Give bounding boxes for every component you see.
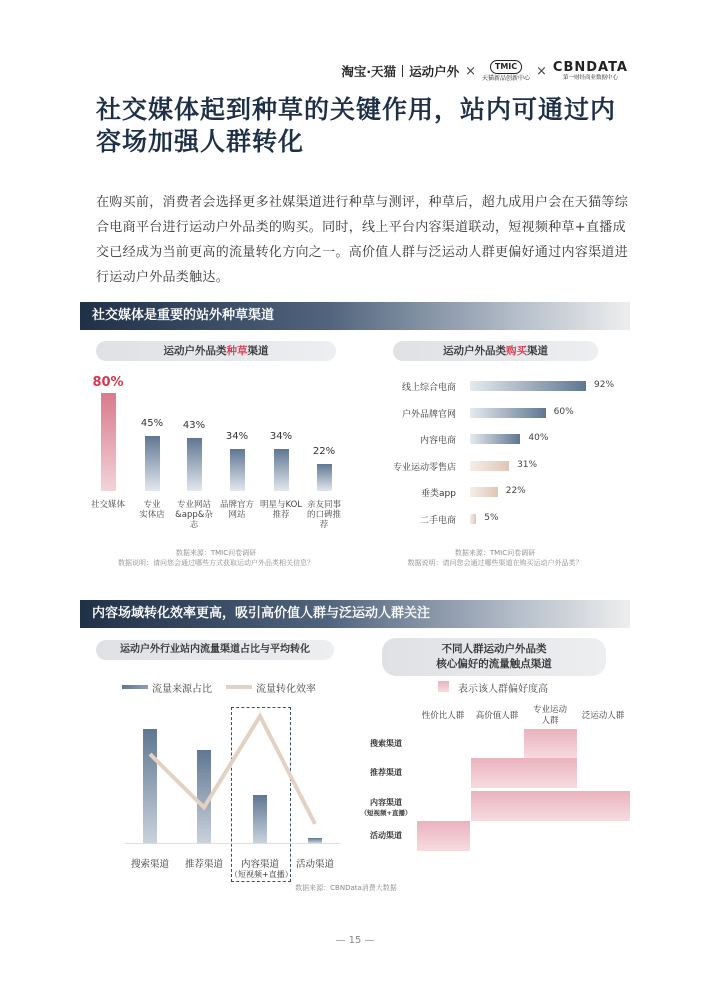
purchase-category-label: 内容电商 (419, 436, 456, 446)
seeding-category-line: 志 (189, 520, 199, 530)
traffic-channel-label: 活动渠道 (295, 859, 334, 870)
heatmap-column-line: 高价值人群 (475, 711, 519, 721)
cbndata-logo (553, 61, 628, 82)
purchase-bar (470, 434, 520, 444)
seeding-bar (101, 393, 116, 491)
heatmap-row-line: （短视频+直播） (360, 809, 412, 817)
seeding-category-line: 荐 (319, 520, 329, 530)
heatmap-column-label (413, 711, 473, 722)
seeding-category-label (130, 500, 174, 520)
traffic-channel-sublabel: （短视频+直播） (230, 870, 293, 879)
seeding-bar (274, 449, 289, 491)
purchase-data-note: 数据说明：请问您会通过哪些渠道在购买运动户外品类？ (407, 559, 583, 567)
heatmap-row-line: 搜索渠道 (370, 739, 402, 748)
heatmap-row-line: 内容渠道 (370, 798, 402, 807)
seeding-category-line: &app&杂 (175, 510, 213, 520)
seeding-value-label: 34% (269, 431, 293, 443)
seeding-category-line: 亲友同事 (306, 500, 341, 510)
heatmap-preferred-cell (524, 729, 577, 759)
seeding-pill-highlight: 种草 (226, 345, 248, 357)
purchase-value-label: 60% (553, 407, 574, 417)
seeding-category-label (86, 500, 130, 510)
tmic-logo-subtitle: 天猫新品创新中心 (481, 75, 530, 82)
heatmap-column-label (467, 711, 527, 722)
traffic-channel-label: 内容渠道 (240, 859, 279, 870)
page-title: 社交媒体起到种草的关键作用，站内可通过内容场加强人群转化 (96, 95, 617, 156)
heatmap-row-label (356, 798, 416, 818)
cross-symbol: × (465, 63, 476, 79)
seeding-category-line: 推荐 (272, 510, 290, 520)
seeding-value-label: 22% (312, 446, 336, 458)
section2-banner: 内容场域转化效率更高，吸引高价值人群与泛运动人群关注 (80, 600, 630, 628)
heatmap-preferred-cell (471, 758, 524, 788)
tmic-logo-mark: TMIC (490, 60, 522, 74)
purchase-bar (470, 461, 509, 471)
legend-share-swatch (122, 685, 148, 689)
traffic-channel-label: 推荐渠道 (184, 859, 223, 870)
purchase-data-source: 数据来源：TMIC问卷调研 (454, 549, 536, 557)
purchase-value-label: 92% (594, 380, 615, 390)
seeding-category-line: 社交媒体 (90, 500, 125, 510)
seeding-category-label (172, 500, 216, 530)
cbndata-logo-mark: CBNDATA (552, 59, 628, 75)
heatmap-preferred-cell (577, 791, 630, 821)
heatmap-preferred-cell (524, 791, 577, 821)
traffic-share-bar (143, 729, 157, 843)
page-number: — 15 — (335, 935, 375, 946)
seeding-category-label (215, 500, 259, 520)
seeding-category-line: 网站 (228, 510, 246, 520)
purchase-category-label: 专业运动零售店 (392, 463, 456, 473)
sport-outdoor-logo: 运动户外 (409, 64, 460, 79)
legend-conversion-label: 流量转化效率 (256, 684, 316, 695)
heatmap-preferred-cell (471, 791, 524, 821)
purchase-channel-pill (393, 341, 598, 361)
seeding-value-label: 34% (225, 431, 249, 443)
seeding-bar (230, 449, 245, 491)
section1-banner: 社交媒体是重要的站外种草渠道 (80, 302, 630, 330)
traffic-channel-label: 搜索渠道 (130, 859, 169, 870)
seeding-data-source: 数据来源：TMIC问卷调研 (175, 549, 257, 557)
audience-pill-line1: 不同人群运动户外品类 (441, 643, 547, 655)
heatmap-column-line: 专业运动 (532, 705, 567, 715)
seeding-pill-prefix: 运动户外品类 (163, 345, 227, 357)
seeding-value-label: 45% (140, 417, 164, 429)
traffic-share-bar (197, 750, 211, 843)
page-number-value: 15 (348, 935, 362, 946)
seeding-pill-suffix: 渠道 (247, 345, 269, 357)
heatmap-row-label (356, 831, 416, 841)
heatmap-preferred-cell (524, 758, 577, 788)
seeding-data-note: 数据说明：请问您会通过哪些方式获取运动户外品类相关信息？ (118, 559, 314, 567)
seeding-bar (187, 438, 202, 491)
audience-pill-line2: 核心偏好的流量触点渠道 (436, 658, 552, 670)
purchase-bar (470, 408, 546, 418)
purchase-bar (470, 514, 476, 524)
purchase-bar (470, 381, 586, 391)
cross-symbol-2: × (536, 63, 547, 79)
purchase-bar (470, 487, 498, 497)
section2-data-source: 数据来源：CBNData消费大数据 (295, 884, 397, 892)
purchase-value-label: 22% (505, 486, 526, 496)
legend-conversion-swatch (226, 685, 252, 689)
purchase-category-label: 户外品牌官网 (401, 410, 456, 420)
heatmap-column-line: 人群 (541, 716, 559, 726)
purchase-value-label: 5% (484, 513, 499, 523)
heatmap-row-line: 推荐渠道 (370, 768, 402, 777)
purchase-pill-suffix: 渠道 (527, 345, 548, 357)
seeding-channel-pill (96, 341, 336, 361)
seeding-category-label (302, 500, 346, 530)
legend-share-label: 流量来源占比 (152, 684, 212, 695)
seeding-category-line: 明星与KOL (259, 500, 303, 510)
seeding-category-line: 实体店 (139, 510, 165, 520)
heatmap-row-label (356, 768, 416, 778)
heat-legend-swatch (438, 681, 449, 692)
seeding-category-line: 的口碑推 (306, 510, 341, 520)
taobao-tmall-logo: 淘宝·天猫 (341, 64, 397, 79)
traffic-channel-pill: 运动户外行业站内流量渠道占比与平均转化 (96, 640, 334, 660)
purchase-category-label: 线上综合电商 (401, 383, 456, 393)
seeding-category-label (259, 500, 303, 520)
heatmap-column-label (520, 705, 580, 727)
heatmap-preferred-cell (417, 821, 470, 851)
cbndata-logo-subtitle: 第一财经商业数据中心 (562, 74, 618, 81)
heatmap-row-line: 活动渠道 (370, 831, 402, 840)
purchase-value-label: 31% (517, 460, 538, 470)
seeding-value-label: 43% (182, 420, 206, 432)
heatmap-row-label (356, 739, 416, 749)
intro-paragraph: 在购买前，消费者会选择更多社媒渠道进行种草与测评，种草后，超九成用户会在天猫等综合电商平台进行运动户外品类的购买。同时，线上平台内容渠道联动，短视频种草+直播成交已经成为当前更高的流量转化方向之一。高价值人群与泛运动人群更偏好通过内容渠道进行运动户外品类触达。 (96, 195, 629, 285)
seeding-bar (145, 436, 160, 491)
header-logos (341, 60, 628, 82)
traffic-share-bar (253, 795, 267, 843)
purchase-pill-highlight: 购买 (506, 345, 527, 357)
purchase-category-label: 二手电商 (419, 516, 456, 526)
seeding-category-line: 品牌官方 (219, 500, 254, 510)
heatmap-column-line: 性价比人群 (421, 711, 465, 721)
purchase-category-label: 垂类app (421, 489, 456, 499)
audience-preference-pill (382, 638, 606, 676)
tmic-logo (482, 60, 530, 82)
seeding-category-line: 专业网站 (176, 500, 211, 510)
logo-divider (402, 65, 403, 77)
purchase-value-label: 40% (528, 433, 549, 443)
heatmap-column-label (573, 711, 633, 722)
heatmap-column-line: 泛运动人群 (581, 711, 625, 721)
traffic-baseline (125, 843, 340, 844)
purchase-pill-prefix: 运动户外品类 (443, 345, 506, 357)
heat-legend-label: 表示该人群偏好度高 (458, 684, 548, 695)
seeding-value-label: 80% (92, 375, 124, 390)
seeding-bar (317, 464, 332, 491)
seeding-category-line: 专业 (143, 500, 161, 510)
